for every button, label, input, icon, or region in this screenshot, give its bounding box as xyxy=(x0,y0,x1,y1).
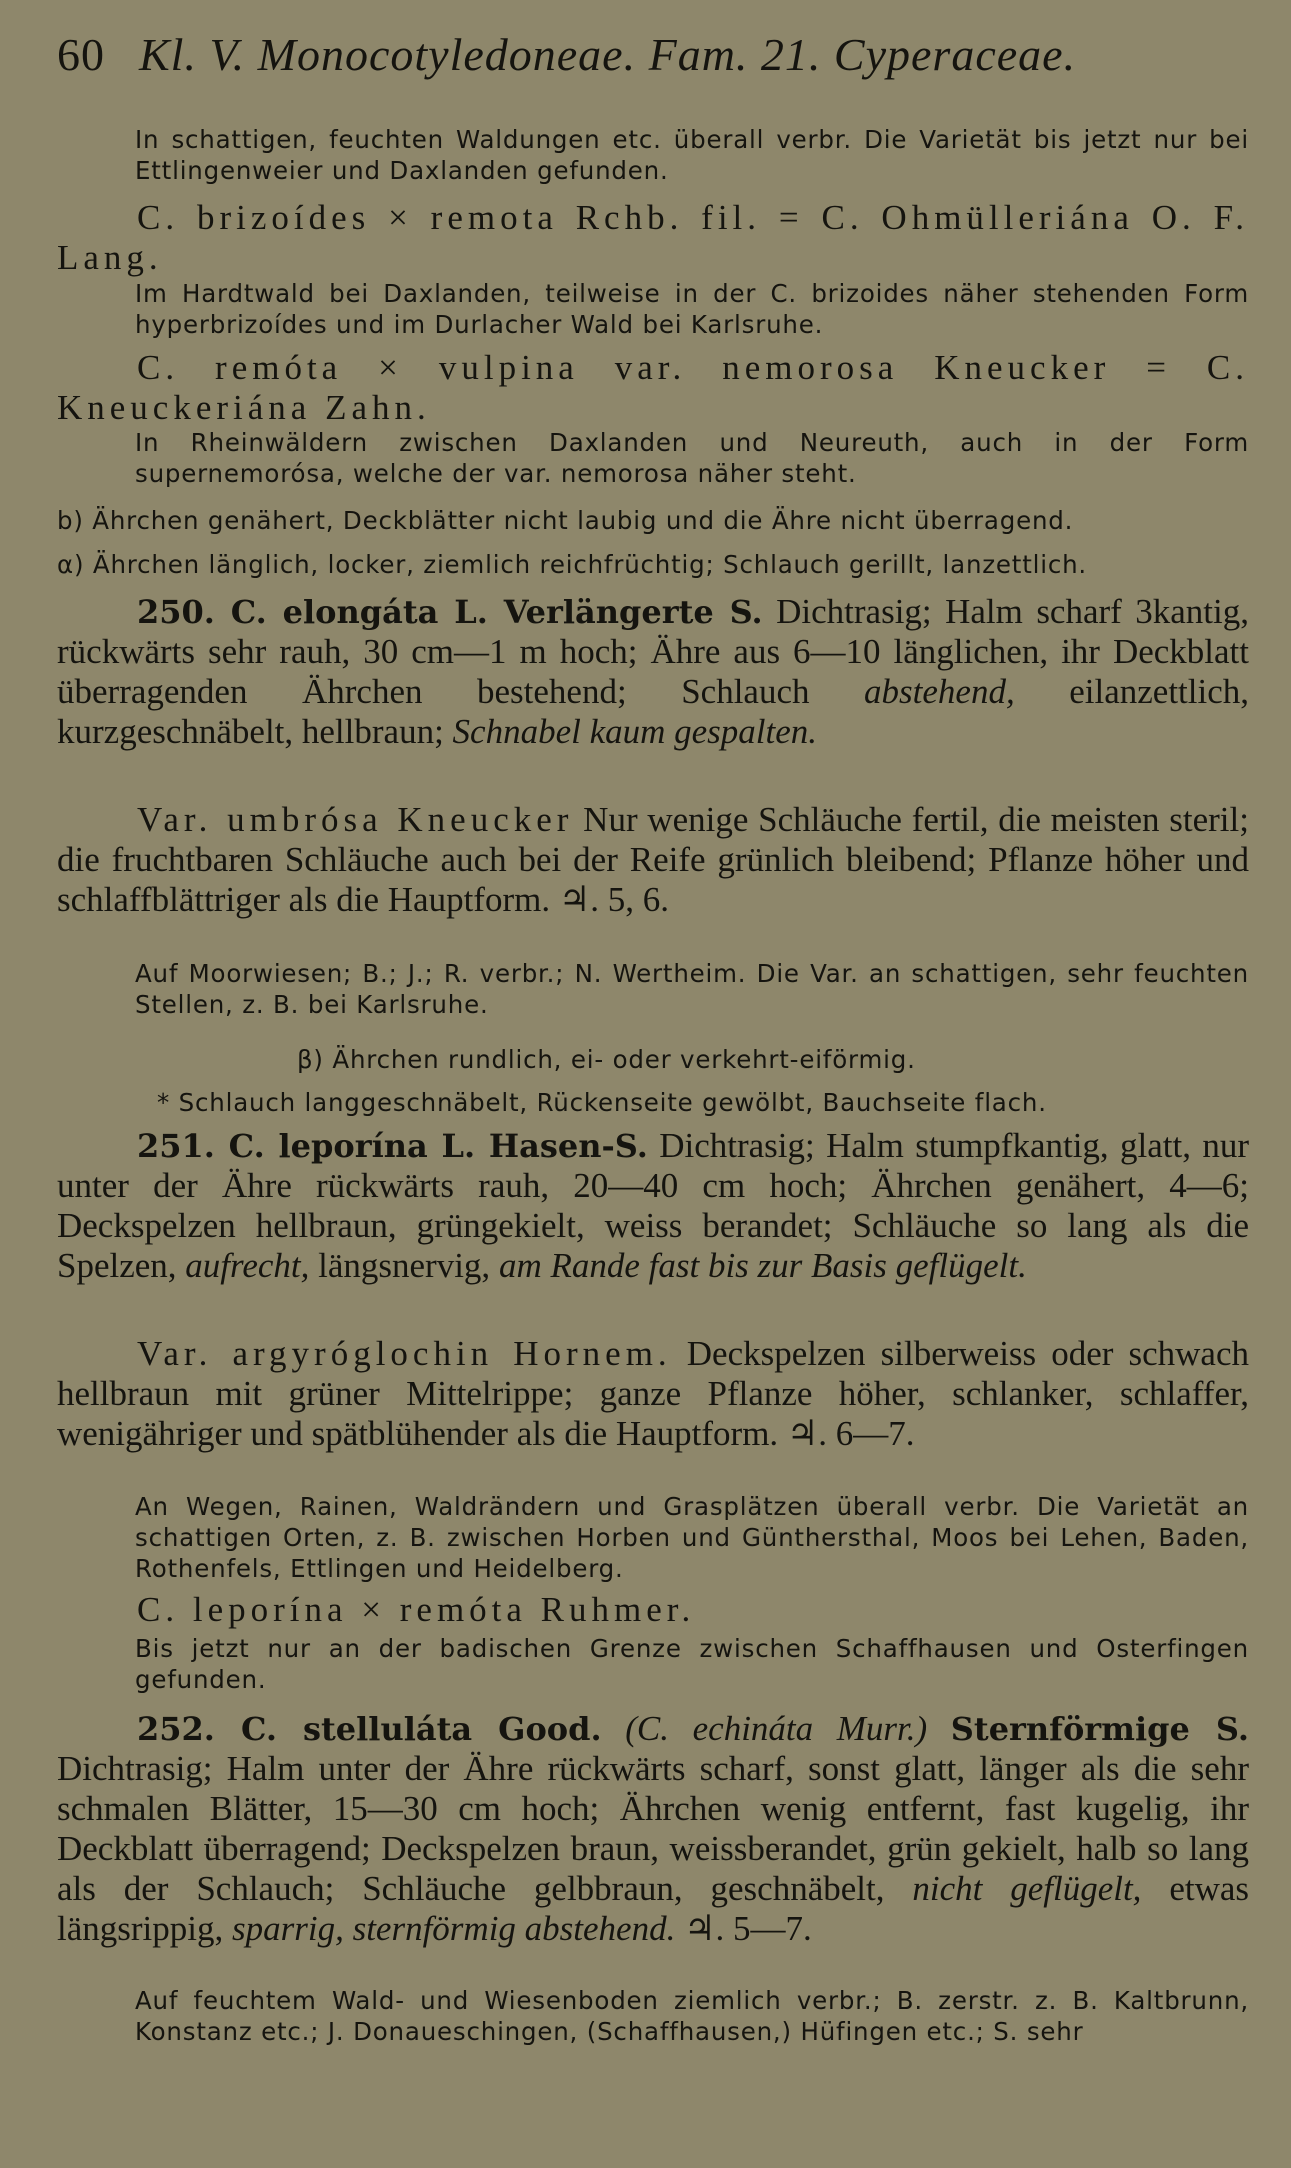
species-251-head: 251. C. leporína L. Hasen-S. xyxy=(137,1127,648,1165)
species-250-note: Auf Moorwiesen; B.; J.; R. verbr.; N. Wertheim. Die Var. an schattigen, sehr feuchten Stellen, z. B. bei Karlsruhe. xyxy=(135,959,1249,1019)
hybrid-brizoides-note: Im Hardtwald bei Daxlanden, teilweise in der C. brizoides näher stehenden Form hyperbrizoídes und im Durlacher Wald bei Karlsruhe. xyxy=(135,279,1249,339)
key-star: * Schlauch langgeschnäbelt, Rückenseite gewölbt, Bauchseite flach. xyxy=(157,1088,1047,1117)
species-252-synonym: (C. echináta Murr.) xyxy=(625,1709,928,1748)
species-250-variety: Var. umbrósa Kneucker Nur wenige Schläuche fertil, die meisten steril; die fruchtbaren Schläuche auch bei der Reife grünlich bleibend; Pflanze höher und schlaffblättriger als die Hauptform. ♃. 5, 6. xyxy=(57,800,1249,919)
species-252-common-name: Sternförmige S. xyxy=(950,1710,1249,1748)
species-251: 251. C. leporína L. Hasen-S. Dichtrasig; Halm stumpfkantig, glatt, nur unter der Ähre rückwärts rauh, 20—40 cm hoch; Ährchen genähert, 4—6; Deckspelzen hellbraun, grüngekielt, weiss berandet; Schläuche so lang als die Spelzen, aufrecht, längsnervig, am Rande fast bis zur Basis geflügelt. xyxy=(57,1126,1250,1285)
page-number: 60 xyxy=(57,29,105,80)
running-title: Kl. V. Monocotyledoneae. Fam. 21. Cyperaceae. xyxy=(139,29,1077,80)
variety-argyroglochin-name: Var. argyróglochin Hornem. xyxy=(137,1334,672,1373)
hybrid-leporina-remota: C. leporína × remóta Ruhmer. xyxy=(137,1590,696,1629)
key-beta: β) Ährchen rundlich, ei- oder verkehrt-eiförmig. xyxy=(297,1045,916,1074)
hybrid-remota-vulpina: C. remóta × vulpina var. nemorosa Kneucker = C. Kneuckeriána Zahn. xyxy=(57,348,1249,427)
hybrid-brizoides-remota: C. brizoídes × remota Rchb. fil. = C. Ohmülleriána O. F. Lang. xyxy=(57,198,1249,277)
species-252-head: 252. C. stelluláta Good. xyxy=(137,1710,602,1748)
species-250: 250. C. elongáta L. Verlängerte S. Dichtrasig; Halm scharf 3kantig, rückwärts sehr rauh, 30 cm—1 m hoch; Ähre aus 6—10 länglichen, ihr Deckblatt überragenden Ährchen bestehend; Schlauch abstehend, eilanzettlich, kurzgeschnäbelt, hellbraun; Schnabel kaum gespalten. xyxy=(57,592,1250,751)
paragraph-habitat-1: In schattigen, feuchten Waldungen etc. überall verbr. Die Varietät bis jetzt nur bei Ettlingenweier und Daxlanden gefunden. xyxy=(135,125,1249,185)
species-252-note: Auf feuchtem Wald- und Wiesenboden ziemlich verbr.; B. zerstr. z. B. Kaltbrunn, Konstanz etc.; J. Donaueschingen, (Schaffhausen,) Hüfingen etc.; S. sehr xyxy=(135,1986,1249,2046)
key-alpha: α) Ährchen länglich, locker, ziemlich reichfrüchtig; Schlauch gerillt, lanzettlich. xyxy=(57,550,1088,579)
species-250-head: 250. C. elongáta L. Verlängerte S. xyxy=(137,593,763,631)
variety-umbrosa-name: Var. umbrósa Kneucker xyxy=(137,800,574,839)
species-251-note: An Wegen, Rainen, Waldrändern und Grasplätzen überall verbr. Die Varietät an schattigen Orten, z. B. zwischen Horben und Günthersthal, Moos bei Lehen, Baden, Rothenfels, Ettlingen und Heidelberg. xyxy=(135,1492,1249,1583)
hybrid-leporina-note: Bis jetzt nur an der badischen Grenze zwischen Schaffhausen und Osterfingen gefunden. xyxy=(135,1634,1249,1694)
species-251-variety: Var. argyróglochin Hornem. Deckspelzen silberweiss oder schwach hellbraun mit grüner Mittelrippe; ganze Pflanze höher, schlanker, schlaffer, wenigähriger und spätblühender als die Hauptform. ♃. 6—7. xyxy=(57,1334,1249,1453)
key-b: b) Ährchen genähert, Deckblätter nicht laubig und die Ähre nicht überragend. xyxy=(57,506,1074,535)
species-252: 252. C. stelluláta Good. (C. echináta Murr.) Sternförmige S. Dichtrasig; Halm unter der Ähre rückwärts scharf, sonst glatt, länger als die sehr schmalen Blätter, 15—30 cm hoch; Ährchen wenig entfernt, fast kugelig, ihr Deckblatt überragend; Deckspelzen braun, weissberandet, grün gekielt, halb so lang als der Schlauch; Schläuche gelbbraun, geschnäbelt, nicht geflügelt, etwas längsrippig, sparrig, sternförmig abstehend. ♃. 5—7. xyxy=(57,1709,1250,1948)
hybrid-remota-note: In Rheinwäldern zwischen Daxlanden und Neureuth, auch in der Form supernemorósa, welche der var. nemorosa näher steht. xyxy=(135,428,1249,488)
running-header xyxy=(57,28,1249,81)
